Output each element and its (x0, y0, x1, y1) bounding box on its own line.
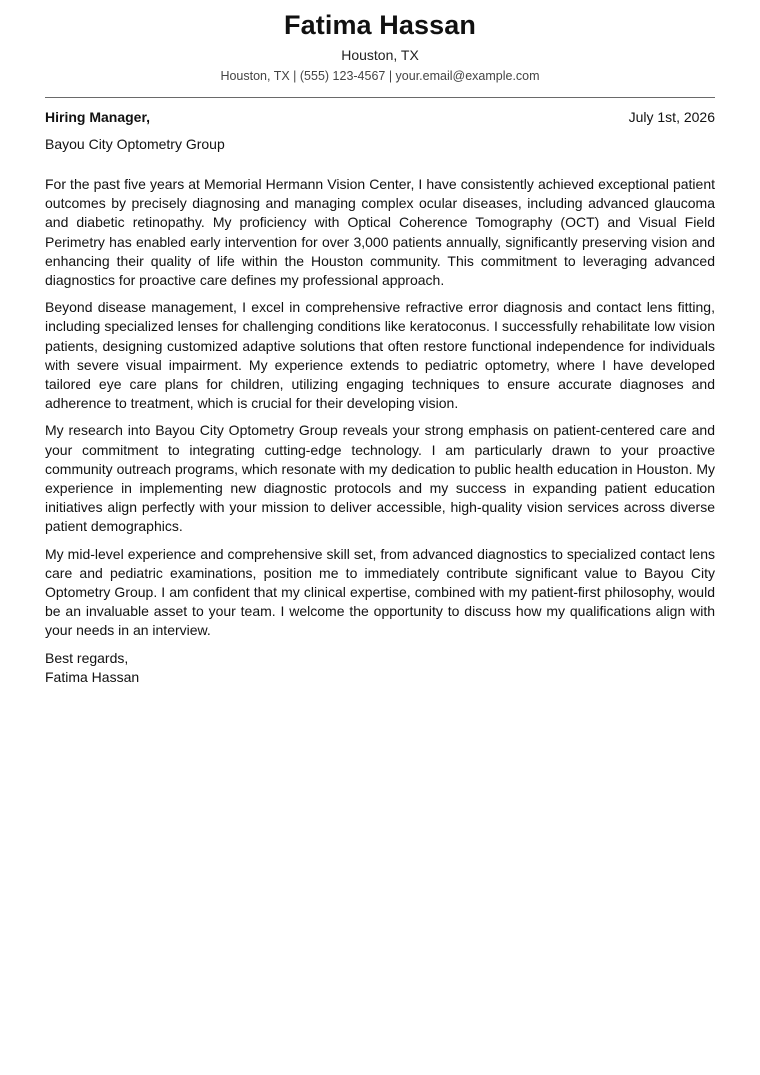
applicant-name: Fatima Hassan (284, 10, 476, 40)
letter-body (45, 175, 715, 641)
body-paragraph-1: For the past five years at Memorial Hermann Vision Center, I have consistently achieved exceptional patient outcomes by precisely diagnosing and managing complex ocular diseases, including advanced glaucoma and diabetic retinopathy. My proficiency with Optical Coherence Tomography (OCT) and Visual Field Perimetry has enabled early intervention for over 3,000 patients annually, significantly preserving vision and enhancing their quality of life within the Houston community. This commitment to leveraging advanced diagnostics for proactive care defines my professional approach. (45, 176, 715, 289)
recipient-salutation: Hiring Manager, (45, 109, 151, 125)
recipient-company: Bayou City Optometry Group (45, 136, 225, 152)
body-paragraph-3: My research into Bayou City Optometry Group reveals your strong emphasis on patient-centered care and your commitment to integrating cutting-edge technology. I am particularly drawn to your proactive community outreach programs, which resonate with my dedication to public health education in Houston. My experience in implementing new diagnostic protocols and my success in expanding patient education initiatives align perfectly with your mission to deliver accessible, high-quality vision services across diverse patient demographics. (45, 422, 716, 535)
applicant-contact-line: Houston, TX | (555) 123-4567 | your.email@example.com (220, 69, 540, 83)
recipient-date-row (45, 108, 715, 126)
header-divider (45, 97, 715, 98)
letter-date: July 1st, 2026 (628, 109, 715, 125)
signature-name: Fatima Hassan (45, 668, 140, 685)
letter-closing (45, 649, 715, 687)
applicant-location: Houston, TX (341, 47, 419, 63)
closing-phrase: Best regards, (45, 649, 129, 666)
body-paragraph-2: Beyond disease management, I excel in comprehensive refractive error diagnosis and contact lens fitting, including specialized lenses for challenging conditions like keratoconus. I successfully rehabilitate low vision patients, designing customized adaptive solutions that often restore functional independence for individuals with severe visual impairment. My experience extends to pediatric optometry, where I have developed tailored eye care plans for children, utilizing engaging techniques to ensure accurate diagnoses and adherence to treatment, which is crucial for their developing vision. (45, 299, 715, 412)
letter-header (45, 0, 715, 84)
body-paragraph-4: My mid-level experience and comprehensive skill set, from advanced diagnostics to specialized contact lens care and pediatric examinations, position me to immediately contribute significant value to Bayou City Optometry Group. I am confident that my clinical expertise, combined with my patient-first philosophy, would be an invaluable asset to your team. I welcome the opportunity to discuss how my qualifications align with your needs in an interview. (45, 545, 715, 639)
